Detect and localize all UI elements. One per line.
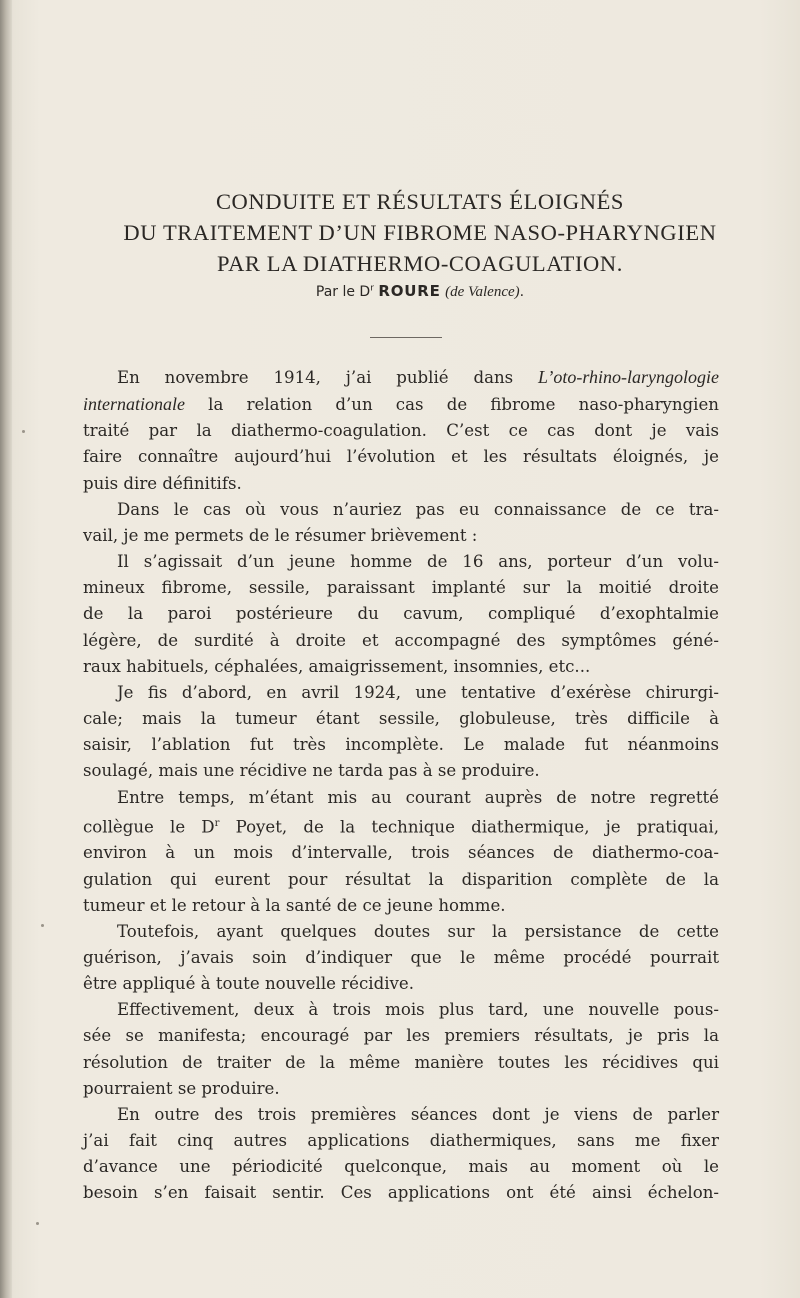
byline-prefix: Par le D <box>315 284 371 300</box>
text-segment: être appliqué à toute nouvelle récidive. <box>83 974 414 994</box>
text-segment: cale; mais la tumeur étant sessile, globuleuse, très difficile à <box>83 709 719 729</box>
text-segment: gulation qui eurent pour résultat la disparition complète de la <box>83 869 719 889</box>
text-segment: Entre temps, m’étant mis au courant auprès de notre regretté <box>117 787 719 807</box>
body-line <box>83 811 719 841</box>
title-line-2: DU TRAITEMENT D’UN FIBROME NASO-PHARYNGIEN <box>123 220 717 245</box>
title-separator-rule <box>370 337 442 338</box>
body-line <box>83 1050 719 1076</box>
body-line <box>83 945 719 971</box>
text-segment: saisir, l’ablation fut très incomplète. Le malade fut néanmoins <box>83 735 719 755</box>
body-line <box>83 1102 719 1128</box>
body-line <box>83 654 719 680</box>
body-line <box>83 867 719 893</box>
body-line <box>83 418 719 444</box>
text-segment: Toutefois, ayant quelques doutes sur la persistance de cette <box>117 921 719 941</box>
text-segment: besoin s’en faisait sentir. Ces applications ont été ainsi échelon- <box>83 1183 719 1203</box>
text-segment: Je fis d’abord, en avril 1924, une tentative d’exérèse chirurgi- <box>117 682 719 702</box>
body-line <box>83 1154 719 1180</box>
body-line <box>83 758 719 784</box>
page-binding-edge <box>0 0 12 1298</box>
paper-speck <box>36 1222 39 1225</box>
paper-speck <box>22 430 25 433</box>
text-segment: j’ai fait cinq autres applications diathermiques, sans me fixer <box>83 1131 719 1151</box>
text-segment: faire connaître aujourd’hui l’évolution et les résultats éloignés, je <box>83 447 719 467</box>
body-line <box>83 1076 719 1102</box>
body-line <box>83 1180 719 1206</box>
text-segment: vail, je me permets de le résumer brièvement : <box>83 525 478 545</box>
body-line <box>83 628 719 654</box>
body-line <box>83 840 719 866</box>
article-body <box>83 364 719 1207</box>
body-line <box>83 523 719 549</box>
text-segment: résolution de traiter de la même manière toutes les récidives qui <box>83 1052 719 1072</box>
body-line <box>83 1128 719 1154</box>
text-segment: tumeur et le retour à la santé de ce jeune homme. <box>83 895 506 915</box>
text-segment: de la paroi postérieure du cavum, compliqué d’exophtalmie <box>83 604 719 624</box>
text-segment: environ à un mois d’intervalle, trois séances de diathermo-coa- <box>83 843 719 863</box>
body-line <box>83 997 719 1023</box>
text-segment: raux habituels, céphalées, amaigrissement, insomnies, etc... <box>83 656 591 676</box>
text-segment: Effectivement, deux à trois mois plus tard, une nouvelle pous- <box>117 1000 719 1020</box>
body-line <box>83 706 719 732</box>
author-location: (de Valence) <box>445 284 520 300</box>
text-segment: soulagé, mais une récidive ne tarda pas à se produire. <box>83 761 540 781</box>
body-line <box>83 785 719 811</box>
body-line <box>83 680 719 706</box>
text-segment: la relation d’un cas de fibrome naso-pharyngien <box>185 395 719 415</box>
body-line <box>83 732 719 758</box>
body-line <box>83 444 719 470</box>
text-segment: pourraient se produire. <box>83 1078 280 1098</box>
body-line <box>83 575 719 601</box>
text-segment: sée se manifesta; encouragé par les premiers résultats, je pris la <box>83 1026 719 1046</box>
paper-speck <box>41 924 44 927</box>
title-line-1: CONDUITE ET RÉSULTATS ÉLOIGNÉS <box>215 189 625 214</box>
title-line-3: PAR LA DIATHERMO-COAGULATION. <box>217 251 623 276</box>
author-name: ROURE <box>378 282 441 300</box>
text-segment: traité par la diathermo-coagulation. C’est ce cas dont je vais <box>83 421 719 441</box>
byline-sup: r <box>370 283 374 294</box>
body-line <box>83 1023 719 1049</box>
italic-text: internationale <box>83 394 185 415</box>
body-line <box>83 471 719 497</box>
text-segment: d’avance une périodicité quelconque, mais au moment où le <box>83 1157 719 1177</box>
text-segment: Il s’agissait d’un jeune homme de 16 ans, porteur d’un volu- <box>117 552 719 572</box>
text-segment: En outre des trois premières séances dont je viens de parler <box>117 1104 719 1124</box>
article-title <box>60 186 780 279</box>
text-segment: mineux fibrome, sessile, paraissant implanté sur la moitié droite <box>83 578 719 598</box>
byline-period: . <box>519 284 525 300</box>
text-segment: collègue le D <box>83 817 215 837</box>
text-segment: guérison, j’avais soin d’indiquer que le même procédé pourrait <box>83 947 719 967</box>
italic-text: L’oto-rhino-laryngologie <box>538 367 719 387</box>
body-line <box>83 919 719 945</box>
text-segment: légère, de surdité à droite et accompagné des symptômes géné- <box>83 630 719 650</box>
body-line <box>83 893 719 919</box>
body-line <box>83 549 719 575</box>
body-line <box>83 391 719 418</box>
body-line <box>83 364 719 391</box>
text-segment: puis dire définitifs. <box>83 473 242 493</box>
superscript-text: r <box>214 817 220 829</box>
text-segment: Dans le cas où vous n’auriez pas eu connaissance de ce tra- <box>117 499 719 519</box>
body-line <box>83 601 719 627</box>
body-line <box>83 497 719 523</box>
text-segment: En novembre 1914, j’ai publié dans <box>117 368 538 387</box>
author-byline <box>60 282 780 301</box>
text-segment: Poyet, de la technique diathermique, je pratiquai, <box>219 817 719 837</box>
body-line <box>83 971 719 997</box>
